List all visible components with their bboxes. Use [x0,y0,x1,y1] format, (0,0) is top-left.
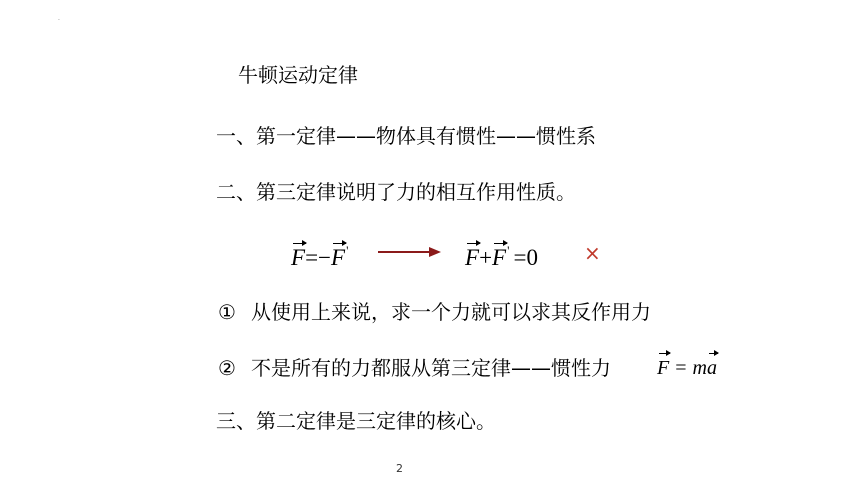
mass-symbol: m [692,357,707,379]
force-vector-F: F [291,243,305,273]
equals-sign-sum: = [513,245,527,270]
right-arrow-icon [377,245,443,259]
force-vector-F-inertial: F [657,353,669,383]
point-one-text: 从使用上来说，求一个力就可以求其反作用力 [251,300,651,324]
formula-third-law [291,236,348,273]
equals-sign: = [305,245,319,270]
point-two-marker: ② [218,356,236,380]
formula-sum-zero [465,236,538,273]
cross-mark-icon: × [584,241,601,265]
zero-digit: 0 [526,245,538,270]
point-one-marker: ① [218,300,236,324]
prime-mark-sum: ' [507,243,510,258]
heading: 牛顿运动定律 [238,63,358,87]
point-two-text: 不是所有的力都服从第三定律——惯性力 [251,356,611,380]
formula-inertial-force [657,353,717,383]
first-law-line: 一、第一定律——物体具有惯性——惯性系 [216,124,596,148]
force-vector-F-sum: F [465,243,479,273]
page-number: 2 [396,462,403,475]
force-vector-F-reaction: F [331,243,345,273]
force-vector-F-sum-reaction: F [492,243,506,273]
second-law-line: 三、第二定律是三定律的核心。 [216,409,496,433]
plus-sign: + [479,245,493,270]
prime-mark: ' [346,243,349,258]
third-law-line: 二、第三定律说明了力的相互作用性质。 [216,180,576,204]
dot-mark: · [58,17,60,24]
equals-sign-inertial: = [675,357,687,379]
minus-sign: − [318,245,332,270]
acceleration-vector: a [707,353,717,383]
